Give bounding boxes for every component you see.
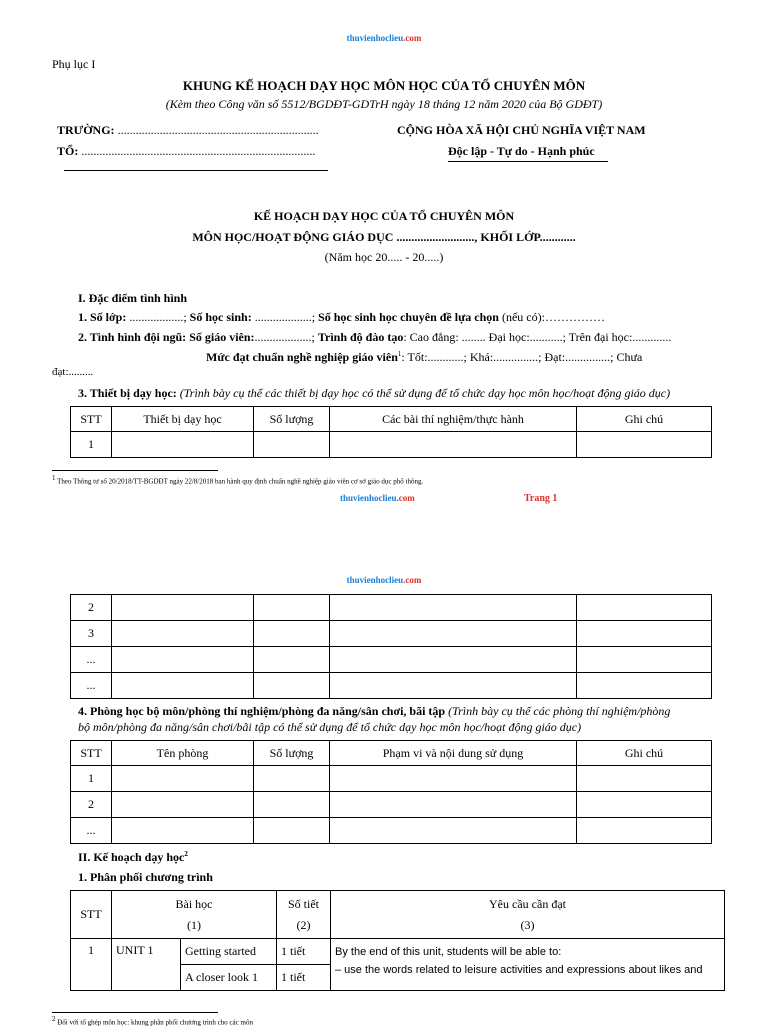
footnote-divider — [52, 470, 218, 471]
footnote-divider — [52, 1012, 218, 1013]
item-2: 2. Tình hình đội ngũ: Số giáo viên:...................; Trình độ đào tạo: Cao đẳng: ........ Đại học:...........; Trên đại học:............. — [78, 330, 672, 344]
table-cell — [330, 818, 577, 844]
header-cell: Ghi chú — [577, 407, 712, 432]
table-row — [71, 595, 712, 621]
table-cell — [254, 673, 330, 699]
table-row — [71, 647, 712, 673]
table-cell — [330, 766, 577, 792]
table-row — [71, 673, 712, 699]
table-cell — [112, 818, 254, 844]
table-cell: ... — [71, 647, 112, 673]
site-footer[interactable]: thuvienhoclieu.com — [340, 493, 415, 503]
table-cell — [330, 595, 577, 621]
motto-underline — [448, 161, 608, 162]
table-cell — [112, 621, 254, 647]
plan-year: (Năm học 20..... - 20.....) — [324, 250, 444, 264]
table-cell: ... — [71, 673, 112, 699]
header-cell: Phạm vi và nội dung sử dụng — [330, 741, 577, 766]
table-cell: Getting started — [181, 939, 277, 965]
page-number: Trang 1 — [524, 493, 558, 504]
header-cell: Thiết bị dạy học — [112, 407, 254, 432]
equipment-table — [70, 406, 712, 458]
nation-title: CỘNG HÒA XÃ HỘI CHỦ NGHĨA VIỆT NAM — [397, 123, 646, 137]
table-cell: 2 — [71, 792, 112, 818]
item-2-standard: Mức đạt chuẩn nghề nghiệp giáo viên$^1$: Tốt:............; Khá:...............; Đạt:...............; Chưa — [206, 350, 643, 364]
site-header[interactable]: thuvienhoclieu.com — [346, 575, 422, 585]
plan-subject: MÔN HỌC/HOẠT ĐỘNG GIÁO DỤC .........................., KHỐI LỚP............ — [192, 230, 576, 244]
header-cell: STT — [71, 891, 112, 939]
item-1: 1. Số lớp: ..................; Số học sinh: ...................; Số học sinh học chuyên đề lựa chọn (nếu có):…………… — [78, 310, 605, 324]
table-header-row — [71, 741, 712, 766]
table-row — [71, 939, 725, 965]
table-header-row — [71, 407, 712, 432]
subsection-1-title: 1. Phân phối chương trình — [78, 870, 213, 884]
item-4: 4. Phòng học bộ môn/phòng thí nghiệm/phòng đa năng/sân chơi, bãi tập (Trình bày cụ thể các phòng thí nghiệm/phòng — [78, 704, 671, 718]
table-cell: A closer look 1 — [181, 965, 277, 991]
table-cell — [254, 595, 330, 621]
table-cell: 1 tiết — [277, 965, 331, 991]
table-cell: 1 tiết — [277, 939, 331, 965]
footnote-2: 2 Đối với tổ ghép môn học: khung phân phối chương trình cho các môn — [52, 1015, 253, 1026]
table-cell: 1 — [71, 939, 112, 991]
table-cell — [577, 432, 712, 458]
table-cell — [577, 647, 712, 673]
site-header[interactable]: thuvienhoclieu.com — [346, 33, 422, 43]
table-cell — [254, 432, 330, 458]
item-2-standard-cont: đạt:......... — [52, 366, 94, 378]
item-3: 3. Thiết bị dạy học: (Trình bày cụ thể các thiết bị dạy học có thể sử dụng để tổ chức dạy học môn học/hoạt động giáo dục) — [78, 386, 671, 400]
footnote-1: 1 Theo Thông tư số 20/2018/TT-BGDĐT ngày 22/8/2018 ban hành quy định chuẩn nghề nghiệp giáo viên cơ sở giáo dục phổ thông. — [52, 474, 424, 486]
table-cell — [330, 432, 577, 458]
table-cell — [330, 621, 577, 647]
table-row — [71, 792, 712, 818]
header-cell: Số tiết (2) — [277, 891, 331, 939]
section-1-title: I. Đặc điểm tình hình — [78, 291, 188, 305]
table-cell — [254, 647, 330, 673]
table-cell — [112, 647, 254, 673]
table-cell: 1 — [71, 432, 112, 458]
table-cell — [254, 792, 330, 818]
table-cell: 3 — [71, 621, 112, 647]
header-cell: Bài học (1) — [112, 891, 277, 939]
header-cell: Các bài thí nghiệm/thực hành — [330, 407, 577, 432]
table-row — [71, 818, 712, 844]
table-cell — [254, 621, 330, 647]
header-cell: Tên phòng — [112, 741, 254, 766]
table-cell — [577, 621, 712, 647]
curriculum-table — [70, 890, 725, 991]
subtitle: (Kèm theo Công văn số 5512/BGDĐT-GDTrH ngày 18 tháng 12 năm 2020 của Bộ GDĐT) — [165, 97, 603, 111]
table-cell — [112, 595, 254, 621]
plan-title: KẾ HOẠCH DẠY HỌC CỦA TỔ CHUYÊN MÔN — [253, 209, 515, 223]
table-cell — [577, 673, 712, 699]
rooms-table — [70, 740, 712, 844]
item-4-cont: bộ môn/phòng đa năng/sân chơi/bãi tập có thể sử dụng để tổ chức dạy học môn học/hoạt động giáo dục) — [78, 720, 582, 734]
motto: Độc lập - Tự do - Hạnh phúc — [448, 144, 595, 158]
table-cell — [112, 673, 254, 699]
table-cell: 2 — [71, 595, 112, 621]
table-cell: ... — [71, 818, 112, 844]
team-field: TỔ: .............................................................................. — [57, 144, 316, 158]
table-cell — [577, 792, 712, 818]
table-row — [71, 432, 712, 458]
table-cell: 1 — [71, 766, 112, 792]
header-cell: Số lượng — [254, 741, 330, 766]
table-header-row — [71, 891, 725, 939]
header-cell: STT — [71, 741, 112, 766]
school-divider — [64, 170, 328, 171]
table-cell: UNIT 1 — [112, 939, 181, 991]
section-2-title: II. Kế hoạch dạy học$^2$ — [78, 850, 188, 864]
table-cell — [330, 647, 577, 673]
equipment-table-cont — [70, 594, 712, 699]
header-cell: Yêu cầu cần đạt (3) — [331, 891, 725, 939]
main-title: KHUNG KẾ HOẠCH DẠY HỌC MÔN HỌC CỦA TỔ CHUYÊN MÔN — [182, 78, 586, 93]
table-cell: By the end of this unit, students will be able to: – use the words related to leisure activities and expressions about likes and — [331, 939, 725, 991]
header-cell: STT — [71, 407, 112, 432]
table-row — [71, 621, 712, 647]
table-cell — [577, 595, 712, 621]
table-cell — [330, 792, 577, 818]
table-cell — [330, 673, 577, 699]
header-cell: Số lượng — [254, 407, 330, 432]
table-cell — [112, 432, 254, 458]
table-cell — [112, 766, 254, 792]
school-field: TRƯỜNG: ................................................................... — [57, 123, 319, 137]
table-row — [71, 766, 712, 792]
appendix-label: Phụ lục I — [52, 57, 96, 71]
table-cell — [254, 818, 330, 844]
table-cell — [254, 766, 330, 792]
table-cell — [112, 792, 254, 818]
header-cell: Ghi chú — [577, 741, 712, 766]
table-cell — [577, 766, 712, 792]
table-cell — [577, 818, 712, 844]
